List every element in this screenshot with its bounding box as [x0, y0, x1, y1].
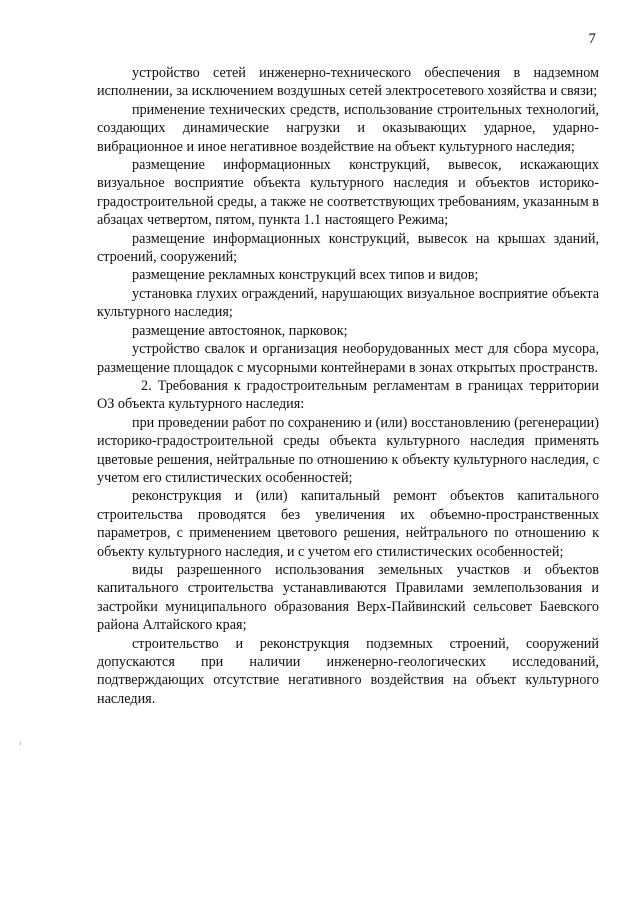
restriction-paragraph: размещение автостоянок, парковок; — [132, 322, 348, 339]
requirement-paragraph: реконструкция и (или) капитальный ремонт объектов капитального строительства проводятся без увеличения их объемно-пространственных параметров, с применением цветового решения, нейтрального по отношению к объекту культурного наследия, и с учетом его стилистических особенностей; — [97, 488, 599, 560]
section-heading: 2. Требования к градостроительным регламентам в границах территории ОЗ объекта культурного наследия: — [97, 377, 599, 413]
scan-margin-mark — [20, 742, 21, 745]
restriction-paragraph: размещение рекламных конструкций всех типов и видов; — [132, 267, 479, 284]
page-number: 7 — [588, 31, 596, 47]
restriction-paragraph: установка глухих ограждений, нарушающих визуальное восприятие объекта культурного наследия; — [97, 285, 599, 321]
restriction-paragraph: устройство сетей инженерно-технического обеспечения в надземном исполнении, за исключением воздушных сетей электросетевого хозяйства и связи; — [97, 65, 599, 100]
restriction-paragraph: устройство свалок и организация необорудованных мест для сбора мусора, размещение площадок с мусорными контейнерами в зонах открытых пространств. — [97, 341, 599, 376]
requirement-paragraph: строительство и реконструкция подземных строений, сооружений допускаются при наличии инженерно-геологических исследований, подтверждающих отсутствие негативного воздействия на объект культурного наследия. — [97, 635, 599, 707]
restriction-paragraph: размещение информационных конструкций, вывесок на крышах зданий, строений, сооружений; — [97, 230, 599, 266]
requirement-paragraph: виды разрешенного использования земельных участков и объектов капитального строительства устанавливаются Правилами землепользования и застройки муниципального образования Верх-Пайвинский сельсовет Баевского района Алтайского края; — [97, 561, 599, 634]
restriction-paragraph: размещение информационных конструкций, вывесок, искажающих визуальное восприятие объекта культурного наследия и объектов историко-градостроительной среды, а также не соответствующих требованиям, указанным в абзацах четвертом, пятом, пункта 1.1 настоящего Режима; — [97, 157, 599, 229]
document-body — [97, 64, 599, 708]
requirement-paragraph: при проведении работ по сохранению и (или) восстановлению (регенерации) историко-градостроительной среды объекта культурного наследия применять цветовые решения, нейтральные по отношению к объекту культурного наследия, с учетом его стилистических особенностей; — [97, 414, 599, 486]
restriction-paragraph: применение технических средств, использование строительных технологий, создающих динамические нагрузки и оказывающих ударное, ударно-вибрационное и иное негативное воздействие на объект культурного наследия; — [97, 101, 599, 155]
